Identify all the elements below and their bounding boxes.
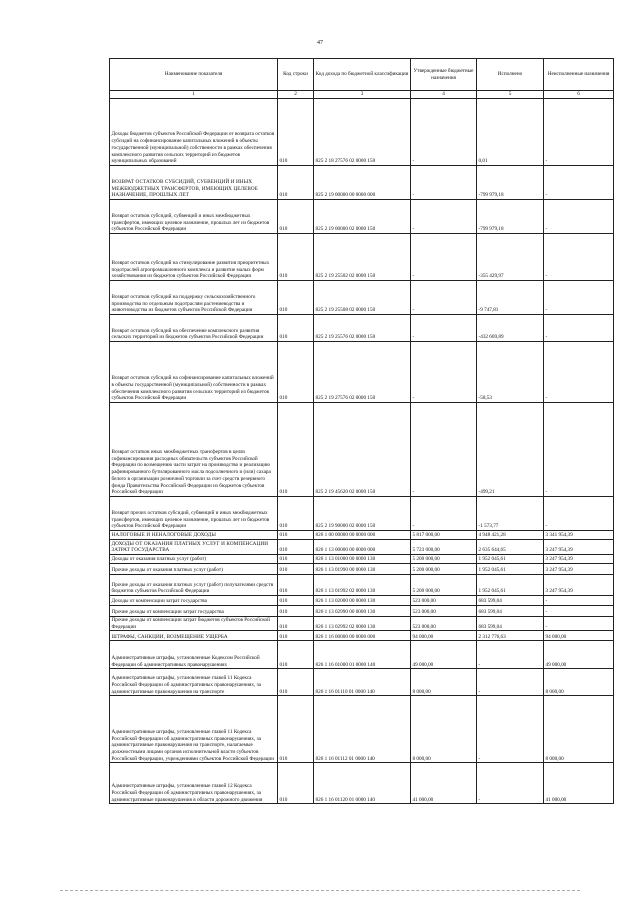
row-executed: -1 573,77	[477, 497, 544, 531]
row-revenue-code: 826 1 13 00000 00 0000 000	[314, 540, 411, 555]
row-name: Административные штрафы, установленные главой 11 Кодекса Российской Федерации об административных правонарушениях, за административные правонарушения на транспорте	[110, 669, 278, 696]
row-executed: 2 635 644,65	[477, 540, 544, 555]
row-line-code: 010	[278, 342, 314, 403]
row-line-code: 010	[278, 540, 314, 555]
column-number-row	[110, 91, 614, 99]
header-remaining: Неисполненные назначения	[544, 59, 614, 91]
table-row	[110, 497, 614, 531]
row-executed: -	[477, 763, 544, 804]
row-approved: 8 000,00	[411, 669, 477, 696]
row-name: Доходы бюджетов субъектов Российской Федерации от возврата остатков субсидий на софинансирование капитальных вложений в объекты государственной (муниципальной) собственности в рамках обеспечения комплексного развития сельских территорий из бюджетов муниципальных образований	[110, 99, 278, 166]
row-executed: -432 669,89	[477, 315, 544, 342]
row-revenue-code: 825 2 18 27576 02 0000 150	[314, 99, 411, 166]
row-remaining: 94 000,00	[544, 631, 614, 641]
row-executed: -58,53	[477, 342, 544, 403]
row-approved: -	[411, 497, 477, 531]
row-remaining: -	[544, 281, 614, 315]
row-remaining: 41 000,00	[544, 763, 614, 804]
row-executed: -9 747,81	[477, 281, 544, 315]
table-row	[110, 606, 614, 617]
table-row	[110, 166, 614, 200]
row-approved: 523 000,00	[411, 596, 477, 606]
row-executed: 0,01	[477, 99, 544, 166]
table-row	[110, 342, 614, 403]
column-number: 5	[477, 91, 544, 99]
row-remaining: -	[544, 200, 614, 234]
row-name: Доходы от оказания платных услуг (работ)	[110, 555, 278, 564]
row-remaining: -	[544, 315, 614, 342]
row-remaining: 3 247 954,39	[544, 555, 614, 564]
row-revenue-code: 826 1 16 01112 01 0000 140	[314, 696, 411, 763]
row-remaining: 3 247 954,39	[544, 540, 614, 555]
row-executed: 683 599,04	[477, 617, 544, 631]
row-remaining: 8 000,00	[544, 696, 614, 763]
row-approved: 41 000,00	[411, 763, 477, 804]
row-name: НАЛОГОВЫЕ И НЕНАЛОГОВЫЕ ДОХОДЫ	[110, 531, 278, 540]
row-approved: -	[411, 281, 477, 315]
budget-revenue-table	[109, 58, 614, 804]
row-approved: 8 000,00	[411, 696, 477, 763]
row-executed: 1 952 045,61	[477, 564, 544, 575]
row-name: Возврат остатков субсидий на софинансирование капитальных вложений в объекты государственной (муниципальной) собственности в рамках обеспечения комплексного развития сельских территорий из бюджетов субъектов Российской Федерации	[110, 342, 278, 403]
row-line-code: 010	[278, 315, 314, 342]
table-row	[110, 763, 614, 804]
row-executed: -	[477, 641, 544, 669]
row-remaining: -	[544, 342, 614, 403]
row-remaining: 49 000,00	[544, 641, 614, 669]
row-line-code: 010	[278, 575, 314, 596]
row-line-code: 010	[278, 234, 314, 281]
row-approved: 5 200 000,00	[411, 555, 477, 564]
row-remaining: 3 341 954,39	[544, 531, 614, 540]
row-approved: -	[411, 200, 477, 234]
row-approved: 523 000,00	[411, 617, 477, 631]
row-line-code: 010	[278, 555, 314, 564]
row-line-code: 010	[278, 696, 314, 763]
row-executed: 1 952 045,61	[477, 575, 544, 596]
row-remaining: 3 247 954,39	[544, 575, 614, 596]
row-remaining: -	[544, 617, 614, 631]
row-name: ВОЗВРАТ ОСТАТКОВ СУБСИДИЙ, СУБВЕНЦИЙ И ИНЫХ МЕЖБЮДЖЕТНЫХ ТРАНСФЕРТОВ, ИМЕЮЩИХ ЦЕЛЕВОЕ НАЗНАЧЕНИЕ, ПРОШЛЫХ ЛЕТ	[110, 166, 278, 200]
column-number: 1	[110, 91, 278, 99]
row-remaining: -	[544, 606, 614, 617]
row-approved: 94 000,00	[411, 631, 477, 641]
row-executed: -355 429,97	[477, 234, 544, 281]
row-line-code: 010	[278, 531, 314, 540]
column-number: 2	[278, 91, 314, 99]
page-number: 47	[317, 40, 323, 46]
row-revenue-code: 825 2 19 25576 02 0000 150	[314, 315, 411, 342]
row-name: Возврат остатков субсидий на обеспечение комплексного развития сельских территорий из бюджетов субъектов Российской Федерации	[110, 315, 278, 342]
row-line-code: 010	[278, 497, 314, 531]
row-revenue-code: 826 1 13 02990 00 0000 130	[314, 606, 411, 617]
row-approved: 49 000,00	[411, 641, 477, 669]
row-executed: -	[477, 669, 544, 696]
row-approved: -	[411, 166, 477, 200]
header-approved: Утвержденные бюджетные назначения	[411, 59, 477, 91]
table-row	[110, 641, 614, 669]
row-name: Доходы от компенсации затрат государства	[110, 596, 278, 606]
row-line-code: 010	[278, 564, 314, 575]
row-name: ШТРАФЫ, САНКЦИИ, ВОЗМЕЩЕНИЕ УЩЕРБА	[110, 631, 278, 641]
row-executed: 4 948 421,28	[477, 531, 544, 540]
row-name: Административные штрафы, установленные главой 11 Кодекса Российской Федерации об административных правонарушениях, за административные правонарушения на транспорте, налагаемые должностными лицами органов исполнительной власти субъектов Российской Федерации, учреждениями субъектов Российской Федерации	[110, 696, 278, 763]
row-executed: 683 599,04	[477, 596, 544, 606]
row-revenue-code: 825 2 19 45620 02 0000 150	[314, 403, 411, 497]
row-revenue-code: 826 1 13 01000 00 0000 130	[314, 555, 411, 564]
header-line-code: Код строки	[278, 59, 314, 91]
row-revenue-code: 826 1 00 00000 00 0000 000	[314, 531, 411, 540]
row-revenue-code: 825 2 19 00000 00 0000 000	[314, 166, 411, 200]
row-approved: 5 200 000,00	[411, 564, 477, 575]
row-name: Прочие доходы от оказания платных услуг (работ) получателями средств бюджетов субъектов Российской Федерации	[110, 575, 278, 596]
row-line-code: 010	[278, 99, 314, 166]
row-line-code: 010	[278, 641, 314, 669]
row-name: ДОХОДЫ ОТ ОКАЗАНИЯ ПЛАТНЫХ УСЛУГ И КОМПЕНСАЦИИ ЗАТРАТ ГОСУДАРСТВА	[110, 540, 278, 555]
row-approved: 5 723 000,00	[411, 540, 477, 555]
row-line-code: 010	[278, 200, 314, 234]
row-revenue-code: 826 1 16 01000 01 0000 140	[314, 641, 411, 669]
row-name: Административные штрафы, установленные главой 12 Кодекса Российской Федерации об административных правонарушениях, за административные правонарушения в области дорожного движения	[110, 763, 278, 804]
table-row	[110, 669, 614, 696]
row-executed: 2 312 776,63	[477, 631, 544, 641]
row-remaining: -	[544, 234, 614, 281]
row-executed: -799 979,18	[477, 200, 544, 234]
row-revenue-code: 825 2 19 00000 02 0000 150	[314, 200, 411, 234]
header-name: Наименование показателя	[110, 59, 278, 91]
row-remaining: -	[544, 99, 614, 166]
row-name: Прочие доходы от компенсации затрат государства	[110, 606, 278, 617]
table-row	[110, 696, 614, 763]
table-row	[110, 99, 614, 166]
row-name: Возврат прочих остатков субсидий, субвенций и иных межбюджетных трансфертов, имеющих целевое назначение, прошлых лет из бюджетов субъектов Российской Федерации	[110, 497, 278, 531]
table-row	[110, 540, 614, 555]
row-approved: 5 817 000,00	[411, 531, 477, 540]
row-revenue-code: 826 1 16 01120 01 0000 140	[314, 763, 411, 804]
header-executed: Исполнено	[477, 59, 544, 91]
table-row	[110, 281, 614, 315]
row-name: Возврат остатков иных межбюджетных трансфертов в целях софинансирования расходных обязательств субъектов Российской Федерации по возмещению части затрат на производство и реализацию рафинированного бутилированного масла подсолнечного и (или) сахара белого в организации розничной торговли за счет средств резервного фонда Правительства Российской Федерации из бюджетов субъектов Российской Федерации	[110, 403, 278, 497]
row-line-code: 010	[278, 631, 314, 641]
row-name: Возврат остатков субсидий, субвенций и иных межбюджетных трансфертов, имеющих целевое назначение, прошлых лет из бюджетов субъектов Российской Федерации	[110, 200, 278, 234]
table-row	[110, 315, 614, 342]
row-revenue-code: 826 1 13 01990 00 0000 130	[314, 564, 411, 575]
row-executed: 683 599,04	[477, 606, 544, 617]
row-remaining: -	[544, 403, 614, 497]
row-name: Возврат остатков субсидий на стимулирование развития приоритетных подотраслей агропромышленного комплекса и развитие малых форм хозяйствования из бюджетов субъектов Российской Федерации	[110, 234, 278, 281]
row-line-code: 010	[278, 596, 314, 606]
row-name: Административные штрафы, установленные Кодексом Российской Федерации об административных правонарушениях	[110, 641, 278, 669]
table-row	[110, 631, 614, 641]
page-bottom-divider	[60, 890, 580, 891]
row-revenue-code: 826 1 13 02000 00 0000 130	[314, 596, 411, 606]
row-line-code: 010	[278, 617, 314, 631]
row-revenue-code: 826 1 16 00000 00 0000 000	[314, 631, 411, 641]
column-number: 6	[544, 91, 614, 99]
row-approved: -	[411, 342, 477, 403]
column-number: 4	[411, 91, 477, 99]
row-approved: -	[411, 403, 477, 497]
row-remaining: -	[544, 497, 614, 531]
header-revenue-code: Код дохода по бюджетной классификации	[314, 59, 411, 91]
row-remaining: 3 247 954,39	[544, 564, 614, 575]
row-remaining: -	[544, 166, 614, 200]
table-row	[110, 531, 614, 540]
table-row	[110, 234, 614, 281]
table-row	[110, 596, 614, 606]
row-revenue-code: 826 1 16 01110 01 0000 140	[314, 669, 411, 696]
table-row	[110, 200, 614, 234]
row-revenue-code: 826 1 13 01992 02 0000 130	[314, 575, 411, 596]
table-row	[110, 564, 614, 575]
row-revenue-code: 825 2 19 90000 02 0000 150	[314, 497, 411, 531]
row-line-code: 010	[278, 166, 314, 200]
table-row	[110, 575, 614, 596]
row-approved: 5 200 000,00	[411, 575, 477, 596]
row-line-code: 010	[278, 606, 314, 617]
row-executed: -799 979,18	[477, 166, 544, 200]
row-approved: -	[411, 234, 477, 281]
row-approved: -	[411, 315, 477, 342]
row-name: Возврат остатков субсидий на поддержку сельскохозяйственного производства по отдельным подотраслям растениеводства и животноводства из бюджетов субъектов Российской Федерации	[110, 281, 278, 315]
row-remaining: 8 000,00	[544, 669, 614, 696]
row-name: Прочие доходы от компенсации затрат бюджетов субъектов Российской Федерации	[110, 617, 278, 631]
row-revenue-code: 825 2 19 27576 02 0000 150	[314, 342, 411, 403]
row-approved: 523 000,00	[411, 606, 477, 617]
row-executed: 1 952 045,61	[477, 555, 544, 564]
row-executed: -499,21	[477, 403, 544, 497]
row-line-code: 010	[278, 281, 314, 315]
column-number: 3	[314, 91, 411, 99]
row-line-code: 010	[278, 403, 314, 497]
row-approved: -	[411, 99, 477, 166]
row-revenue-code: 825 2 19 25508 02 0000 150	[314, 281, 411, 315]
row-revenue-code: 826 1 13 02992 02 0000 130	[314, 617, 411, 631]
row-name: Прочие доходы от оказания платных услуг (работ)	[110, 564, 278, 575]
row-line-code: 010	[278, 763, 314, 804]
row-line-code: 010	[278, 669, 314, 696]
row-revenue-code: 825 2 19 25502 02 0000 150	[314, 234, 411, 281]
table-row	[110, 617, 614, 631]
table-row	[110, 403, 614, 497]
header-row	[110, 59, 614, 91]
row-remaining: -	[544, 596, 614, 606]
row-executed: -	[477, 696, 544, 763]
table-row	[110, 555, 614, 564]
